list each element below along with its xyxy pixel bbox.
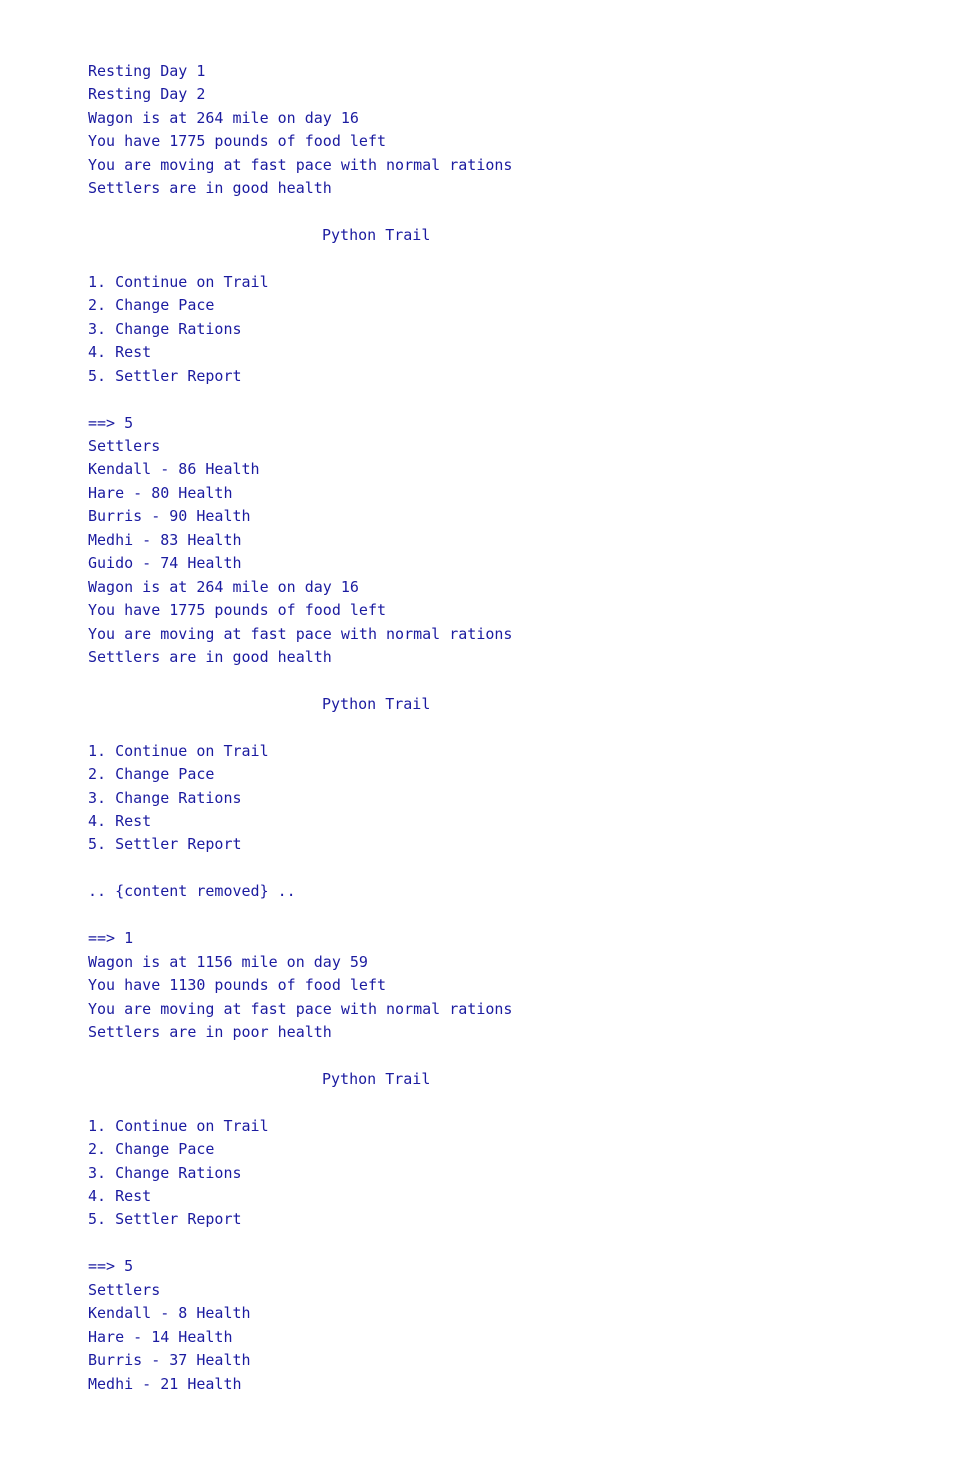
menu-option-continue: 1. Continue on Trail: [88, 741, 269, 760]
menu-option-continue: 1. Continue on Trail: [88, 272, 269, 291]
menu-option-rest: 4. Rest: [88, 812, 152, 830]
console-output: [88, 60, 512, 1396]
menu-option-rest: 4. Rest: [88, 1187, 152, 1205]
pace-status-line: You are moving at fast pace with normal rations: [88, 155, 513, 174]
settler-health-line: Hare - 14 Health: [88, 1327, 233, 1346]
blank-line: [88, 1232, 512, 1255]
wagon-status-line: Wagon is at 264 mile on day 16: [88, 108, 359, 127]
rest-day-line: Resting Day 2: [88, 85, 206, 104]
food-status-line: You have 1775 pounds of food left: [88, 132, 387, 151]
wagon-status-line: Wagon is at 1156 mile on day 59: [88, 952, 368, 971]
menu-option-settler-report: 5. Settler Report: [88, 366, 242, 385]
menu-option-continue: 1. Continue on Trail: [88, 1116, 269, 1135]
settler-health-line: Kendall - 8 Health: [88, 1304, 251, 1323]
settler-health-line: Medhi - 83 Health: [88, 530, 242, 549]
settler-health-line: Hare - 80 Health: [88, 483, 233, 502]
health-status-line: Settlers are in good health: [88, 179, 332, 198]
menu-option-change-rations: 3. Change Rations: [88, 319, 242, 338]
pace-status-line: You are moving at fast pace with normal rations: [88, 999, 513, 1018]
food-status-line: You have 1775 pounds of food left: [88, 601, 387, 620]
settlers-heading: Settlers: [88, 1280, 161, 1299]
menu-option-change-pace: 2. Change Pace: [88, 296, 215, 315]
blank-line: [88, 201, 512, 224]
rest-day-line: Resting Day 1: [88, 62, 206, 80]
blank-line: [88, 388, 512, 411]
wagon-status-line: Wagon is at 264 mile on day 16: [88, 577, 359, 596]
blank-line: [88, 1044, 512, 1067]
content-removed-line: .. {content removed} ..: [88, 882, 296, 901]
health-status-line: Settlers are in good health: [88, 647, 332, 666]
settlers-heading: Settlers: [88, 437, 161, 455]
settler-health-line: Burris - 37 Health: [88, 1351, 251, 1370]
menu-option-settler-report: 5. Settler Report: [88, 835, 242, 854]
settler-health-line: Guido - 74 Health: [88, 554, 242, 573]
user-input-line: ==> 5: [88, 413, 134, 432]
user-input-line: ==> 5: [88, 1257, 134, 1276]
blank-line: [88, 248, 512, 271]
blank-line: [88, 669, 512, 692]
settler-health-line: Medhi - 21 Health: [88, 1374, 242, 1393]
user-input-line: ==> 1: [88, 929, 134, 948]
menu-option-change-rations: 3. Change Rations: [88, 788, 242, 807]
menu-option-rest: 4. Rest: [88, 343, 152, 362]
blank-line: [88, 1091, 512, 1114]
food-status-line: You have 1130 pounds of food left: [88, 976, 387, 995]
blank-line: [88, 904, 512, 927]
menu-option-change-rations: 3. Change Rations: [88, 1163, 242, 1182]
settler-health-line: Kendall - 86 Health: [88, 460, 260, 479]
menu-title: Python Trail: [322, 226, 431, 245]
menu-option-change-pace: 2. Change Pace: [88, 765, 215, 784]
menu-title: Python Trail: [322, 1069, 431, 1088]
pace-status-line: You are moving at fast pace with normal rations: [88, 624, 513, 643]
blank-line: [88, 857, 512, 880]
settler-health-line: Burris - 90 Health: [88, 507, 251, 526]
menu-title: Python Trail: [322, 694, 431, 713]
health-status-line: Settlers are in poor health: [88, 1022, 332, 1041]
menu-option-change-pace: 2. Change Pace: [88, 1140, 215, 1159]
menu-option-settler-report: 5. Settler Report: [88, 1210, 242, 1229]
blank-line: [88, 716, 512, 739]
